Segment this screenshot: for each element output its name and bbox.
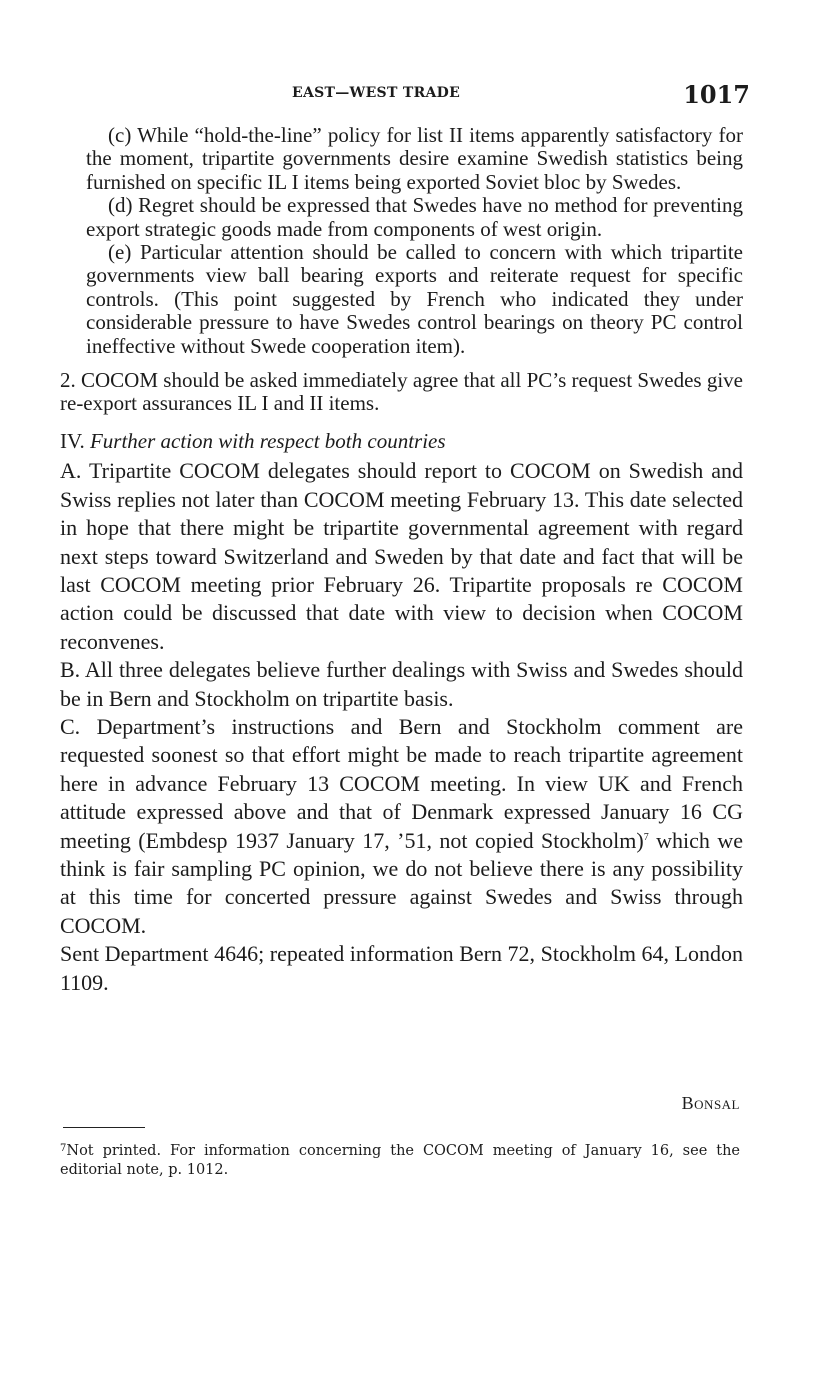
document-body (60, 124, 743, 997)
page-number: 1017 (683, 80, 750, 109)
section-iv-body (60, 457, 743, 997)
section-heading (60, 430, 743, 453)
paragraph-A: A. Tripartite COCOM delegates should report to COCOM on Swedish and Swiss replies not later than COCOM meeting February 13. This date selected in hope that there might be tripartite governmental agreement with regard next steps toward Switzerland and Sweden by that date and fact that will be last COCOM meeting prior February 26. Tripartite proposals re COCOM action could be discussed that date with view to decision when COCOM reconvenes. (60, 458, 743, 654)
footnote-text: Not printed. For information concerning the COCOM meeting of January 16, see the editorial note, p. 1012. (60, 1143, 740, 1178)
section-number: IV. (60, 428, 85, 453)
paragraph-C-text-2: which we think is fair sampling PC opinion, we do not believe there is any possibility at this time for concerted pressure against Swedes and Swiss through COCOM. (60, 827, 744, 938)
running-head (60, 82, 750, 108)
paragraph-d: (d) Regret should be expressed that Swedes have no method for preventing export strategic goods made from components of west origin. (86, 193, 743, 241)
paragraph-c: (c) While “hold-the-line” policy for list II items apparently satisfactory for the moment, tripartite governments desire examine Swedish statistics being furnished on specific IL I items being exported Soviet bloc by Swedes. (86, 123, 743, 194)
paragraph-C (60, 713, 743, 940)
paragraph-B: B. All three delegates believe further dealings with Swiss and Swedes should be in Bern and Stockholm on tripartite basis. (60, 657, 743, 711)
paragraph-C-text-1: C. Department’s instructions and Bern and Stockholm comment are requested soonest so that effort might be made to reach tripartite agreement here in advance February 13 COCOM meeting. In view UK and French attitude expressed above and that of Denmark expressed January 16 CG meeting (Embdesp 1937 January 17, ’51, not copied Stockholm) (60, 713, 743, 853)
footnote-divider (63, 1127, 145, 1128)
paragraph-2: 2. COCOM should be asked immediately agree that all PC’s request Swedes give re-export assurances IL I and II items. (60, 368, 743, 416)
footnote-reference: 7 (643, 831, 649, 843)
footnote-marker: 7 (60, 1143, 67, 1154)
running-title: EAST—WEST TRADE (292, 85, 461, 101)
footnote (60, 1142, 740, 1180)
paragraph-e: (e) Particular attention should be called to concern with which tripartite governments view ball bearing exports and reiterate request for specific controls. (This point suggested by French who indicated they under considerable pressure to have Swedes control bearings on theory PC control ineffective without Swede cooperation item). (86, 240, 743, 358)
section-title: Further action with respect both countries (89, 428, 446, 453)
signature: Bonsal (681, 1093, 740, 1113)
paragraph-sent: Sent Department 4646; repeated information Bern 72, Stockholm 64, London 1109. (60, 941, 743, 995)
